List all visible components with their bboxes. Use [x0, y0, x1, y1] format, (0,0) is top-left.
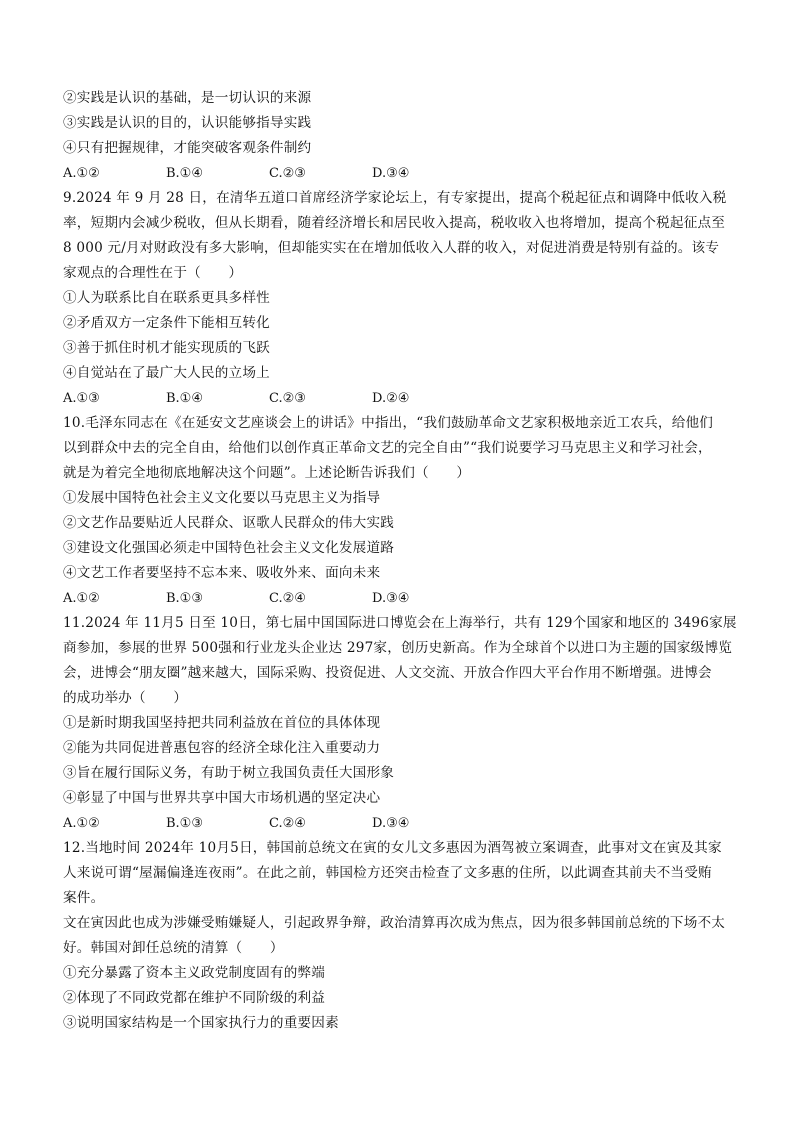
q9-stem-line: 家观点的合理性在于（ ） — [63, 265, 243, 281]
q12-stem-line: 人来说可谓“屋漏偏逢连夜雨”。在此之前，韩国检方还突击检查了文多惠的住所，以此调查其前夫不当受贿 — [63, 865, 712, 881]
q12-stem-line: 文在寅因此也成为涉嫌受贿嫌疑人，引起政界争辩，政治清算再次成为焦点，因为很多韩国前总统的下场不太 — [63, 915, 726, 931]
q10-item-1: ①发展中国特色社会主义文化要以马克思主义为指导 — [63, 490, 381, 506]
q10-options — [63, 586, 738, 611]
q8-option-d: D.③④ — [372, 166, 410, 181]
q12-stem-line: 12.当地时间 2024年 10月5日，韩国前总统文在寅的女儿文多惠因为酒驾被立案调查，此事对文在寅及其家 — [63, 840, 722, 856]
q10-option-c: C.②④ — [269, 591, 306, 606]
q9-stem-line: 8 000 元/月对财政没有多大影响，但却能实实在在增加低收入人群的收入，对促进消费是特别有益的。该专 — [63, 240, 720, 256]
q11-item-3: ③旨在履行国际义务，有助于树立我国负责任大国形象 — [63, 765, 395, 781]
q11-option-a: A.①② — [63, 816, 100, 831]
q10-option-b: B.①③ — [166, 591, 203, 606]
q11-stem-line: 11.2024 年 11月5 日至 10日，第七届中国国际进口博览会在上海举行，共有 129个国家和地区的 3496家展 — [63, 615, 737, 631]
q9-item-2: ②矛盾双方一定条件下能相互转化 — [63, 315, 270, 331]
q10-stem-line: 就是为着完全地彻底地解决这个问题”。上述论断告诉我们（ ） — [63, 465, 471, 481]
q12-item-3: ③说明国家结构是一个国家执行力的重要因素 — [63, 1015, 339, 1031]
q12-item-1: ①充分暴露了资本主义政党制度固有的弊端 — [63, 965, 326, 981]
q8-item-2: ②实践是认识的基础，是一切认识的来源 — [63, 90, 312, 106]
q8-item-4: ④只有把握规律，才能突破客观条件制约 — [63, 140, 312, 156]
q11-stem-line: 的成功举办（ ） — [63, 690, 188, 706]
q11-item-1: ①是新时期我国坚持把共同利益放在首位的具体体现 — [63, 715, 381, 731]
q11-item-4: ④彰显了中国与世界共享中国大市场机遇的坚定决心 — [63, 790, 381, 806]
q10-option-d: D.③④ — [372, 591, 410, 606]
q9-stem-line: 9.2024 年 9 月 28 日，在清华五道口首席经济学家论坛上，有专家提出，提高个税起征点和调降中低收入税 — [63, 190, 727, 206]
q11-option-c: C.②④ — [269, 816, 306, 831]
q9-item-4: ④自觉站在了最广大人民的立场上 — [63, 365, 270, 381]
q10-stem-line: 10.毛泽东同志在《在延安文艺座谈会上的讲话》中指出，“我们鼓励革命文艺家积极地亲近工农兵，给他们 — [63, 415, 714, 431]
q11-stem-line: 商参加，参展的世界 500强和行业龙头企业达 297家，创历史新高。作为全球首个以进口为主题的国家级博览 — [63, 640, 733, 656]
question-11 — [63, 611, 738, 836]
q8-options — [63, 161, 738, 186]
q12-item-2: ②体现了不同政党都在维护不同阶级的利益 — [63, 990, 326, 1006]
q11-options — [63, 811, 738, 836]
question-12 — [63, 836, 738, 1036]
q11-stem-line: 会，进博会“朋友圈”越来越大，国际采购、投资促进、人文交流、开放合作四大平台作用不断增强。进博会 — [63, 665, 712, 681]
question-10 — [63, 411, 738, 611]
q10-option-a: A.①② — [63, 591, 100, 606]
question-8-tail — [63, 86, 738, 186]
q8-option-a: A.①② — [63, 166, 100, 181]
q9-option-a: A.①③ — [63, 391, 100, 406]
q12-stem-line: 案件。 — [63, 890, 105, 906]
q8-option-b: B.①④ — [166, 166, 203, 181]
question-9 — [63, 186, 738, 411]
q8-option-c: C.②③ — [269, 166, 306, 181]
q9-option-c: C.②③ — [269, 391, 306, 406]
q9-option-b: B.①④ — [166, 391, 203, 406]
q9-options — [63, 386, 738, 411]
q10-item-3: ③建设文化强国必须走中国特色社会主义文化发展道路 — [63, 540, 395, 556]
q11-option-d: D.③④ — [372, 816, 410, 831]
q8-item-3: ③实践是认识的目的，认识能够指导实践 — [63, 115, 312, 131]
q9-stem-line: 率，短期内会减少税收，但从长期看，随着经济增长和居民收入提高，税收收入也将增加，提高个税起征点至 — [63, 215, 726, 231]
q10-item-2: ②文艺作品要贴近人民群众、讴歌人民群众的伟大实践 — [63, 515, 395, 531]
q11-option-b: B.①③ — [166, 816, 203, 831]
q9-option-d: D.②④ — [372, 391, 410, 406]
q11-item-2: ②能为共同促进普惠包容的经济全球化注入重要动力 — [63, 740, 381, 756]
q10-item-4: ④文艺工作者要坚持不忘本来、吸收外来、面向未来 — [63, 565, 381, 581]
q9-item-3: ③善于抓住时机才能实现质的飞跃 — [63, 340, 270, 356]
q10-stem-line: 以到群众中去的完全自由，给他们以创作真正革命文艺的完全自由”“我们说要学习马克思主义和学习社会， — [63, 440, 712, 456]
q9-item-1: ①人为联系比自在联系更具多样性 — [63, 290, 270, 306]
q12-stem-line: 好。韩国对卸任总统的清算（ ） — [63, 940, 284, 956]
